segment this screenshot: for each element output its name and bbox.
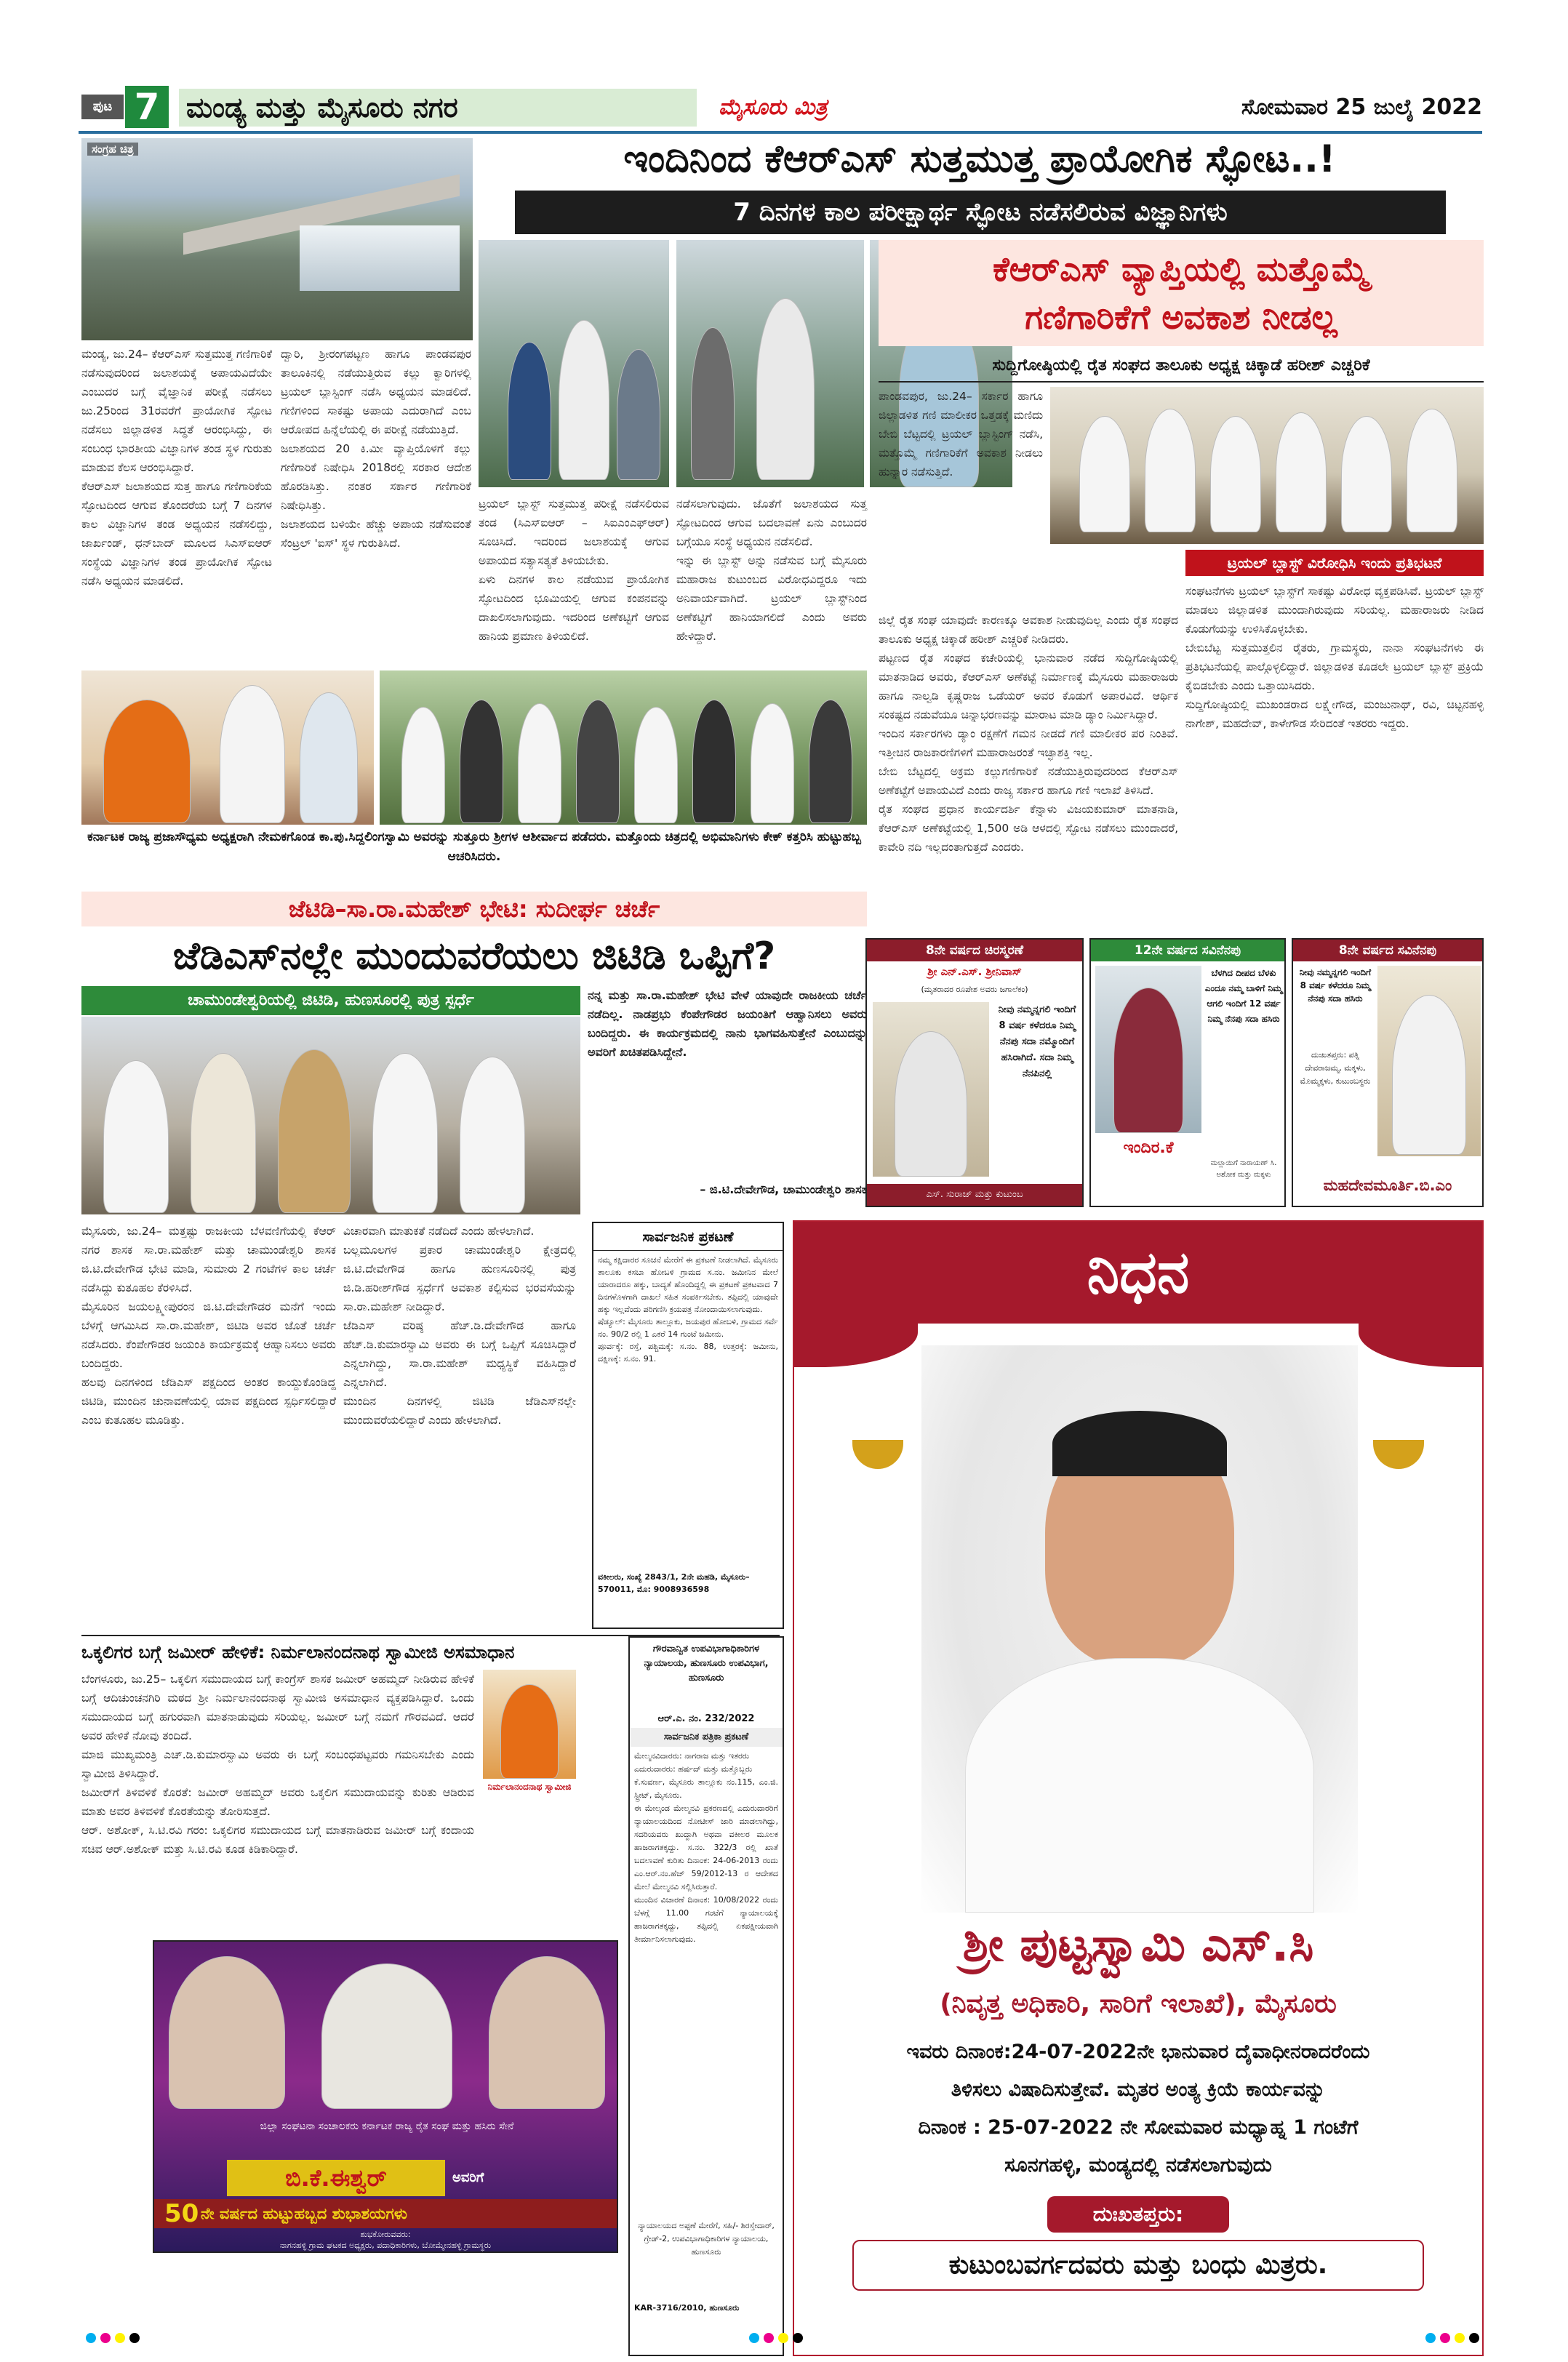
birthday-wish-box: [154, 2199, 617, 2228]
cake-cutting-photo: [380, 670, 867, 825]
protest-banner: ಟ್ರಯಲ್ ಬ್ಲಾಸ್ಟ್ ವಿರೋಧಿಸಿ ಇಂದು ಪ್ರತಿಭಟನೆ: [1185, 550, 1484, 576]
krs-subhead: 7 ದಿನಗಳ ಕಾಲ ಪರೀಕ್ಷಾರ್ಥ ಸ್ಫೋಟ ನಡೆಸಲಿರುವ ವಿಜ್ಞಾನಿಗಳು: [515, 191, 1446, 234]
birthday-from: ನಾಗನಹಳ್ಳಿ ಗ್ರಾಮ ಘಟಕದ ಅಧ್ಯಕ್ಷರು, ಪದಾಧಿಕಾರಿಗಳು, ಬೋಮ್ಮೇನಹಳ್ಳಿ ಗ್ರಾಮಸ್ಥರು: [279, 2241, 492, 2250]
swamiji-headline: ಒಕ್ಕಲಿಗರ ಬಗ್ಗೆ ಜಮೀರ್ ಹೇಳಿಕೆ: ನಿರ್ಮಲಾನಂದನಾಥ ಸ್ವಾಮೀಜಿ ಅಸಮಾಧಾನ: [81, 1635, 780, 1667]
memorial-2-name: ಇಂದಿರ.ಕೆ: [1123, 1139, 1174, 1157]
memorial-3-text: ನೀವು ನಮ್ಮನ್ನಗಲಿ ಇಂದಿಗೆ 8 ವರ್ಷ ಕಳೆದರೂ ನಿಮ್ಮ ನೆನಪು ಸದಾ ಹಸಿರು: [1299, 967, 1372, 1004]
birthday-org: ಜಿಲ್ಲಾ ಸಂಘಟನಾ ಸಂಚಾಲಕರು ಕರ್ನಾಟಕ ರಾಜ್ಯ ರೈತ ಸಂಘ ಮತ್ತು ಹಸಿರು ಸೇನೆ: [260, 2121, 514, 2132]
oil-lamp-right-icon: [1373, 1440, 1424, 1469]
notice-1-title: ಸಾರ್ವಜನಿಕ ಪ್ರಕಟಣೆ: [593, 1223, 783, 1251]
swamiji-body: ಬೆಂಗಳೂರು, ಜು.25– ಒಕ್ಕಲಿಗ ಸಮುದಾಯದ ಬಗ್ಗೆ ಕಾಂಗ್ರೆಸ್ ಶಾಸಕ ಜಮೀರ್ ಅಹಮ್ಮದ್ ನೀಡಿರುವ ಹೇಳಿಕೆ ಬಗ್ಗೆ ಆದಿಚುಂಚನಗಿರಿ ಮಠದ ಶ್ರೀ ನಿರ್ಮಲಾನಂದನಾಥ ಸ್ವಾಮೀಜಿ ಅಸಮಾಧಾನ ವ್ಯಕ್ತಪಡಿಸಿದ್ದಾರೆ. ಒಂದು ಸಮುದಾಯದ ಬಗ್ಗೆ ಹಗುರವಾಗಿ ಮಾತನಾಡುವುದು ಸರಿಯಲ್ಲ. ಜಮೀರ್ ಬಗ್ಗೆ ನಮಗೆ ಗೌರವವಿದೆ. ಆದರೆ ಅವರ ಹೇಳಿಕೆ ನೋವು ತಂದಿದೆ. ಮಾಜಿ ಮುಖ್ಯಮಂತ್ರಿ ಎಚ್.ಡಿ.ಕುಮಾರಸ್ವಾಮಿ ಅವರು ಈ ಬಗ್ಗೆ ಸಂಬಂಧಪಟ್ಟವರು ಗಮನಿಸಬೇಕು ಎಂದು ಸ್ವಾಮೀಜಿ ತಿಳಿಸಿದ್ದಾರೆ. ಜಮೀರ್‌ಗೆ ತಿಳಿವಳಿಕೆ ಕೊರತೆ: ಜಮೀರ್ ಅಹಮ್ಮದ್ ಅವರು ಒಕ್ಕಲಿಗ ಸಮುದಾಯವನ್ನು ಕುರಿತು ಆಡಿರುವ ಮಾತು ಅವರ ತಿಳಿವಳಿಕೆ ಕೊರತೆಯನ್ನು ತೋರಿಸುತ್ತದೆ. ಆರ್. ಅಶೋಕ್, ಸಿ.ಟಿ.ರವಿ ಗರಂ: ಒಕ್ಕಲಿಗರ ಸಮುದಾಯದ ಬಗ್ಗೆ ಮಾತನಾಡಿರುವ ಜಮೀರ್ ಬಗ್ಗೆ ಕಂದಾಯ ಸಚಿವ ಆರ್.ಅಶೋಕ್ ಮತ್ತು ಸಿ.ಟಿ.ರವಿ ಕೂಡ ಕಿಡಿಕಾರಿದ್ದಾರೆ.: [81, 1673, 474, 1856]
obituary-title: ನಿಧನ: [1087, 1238, 1190, 1306]
swamiji-photo: [483, 1670, 576, 1779]
obituary-line-4: ಸೂನಗಹಳ್ಳಿ, ಮಂಡ್ಯದಲ್ಲಿ ನಡೆಸಲಾಗುವುದು: [1004, 2154, 1272, 2177]
birthday-name: ಬಿ.ಕೆ.ಈಶ್ವರ್: [285, 2164, 387, 2192]
court-notice-case: ಆರ್.ಎ. ನಂ. 232/2022: [657, 1713, 755, 1724]
section-title: ಮಂಡ್ಯ ಮತ್ತು ಮೈಸೂರು ನಗರ: [179, 89, 697, 127]
swamiji-felicitation-photo: [81, 670, 374, 825]
court-notice-body: ಮೇಲ್ಮನವಿದಾರರು: ನಾಗರಾಜ ಮತ್ತು ಇತರರು ಎದುರುದಾರರು: ಹರ್ಷದ್ ಮತ್ತು ಮತ್ತೊಬ್ಬರು ಕೆ.ಸುವರ್ಣ, ಮೈಸೂರು ತಾಲ್ಲೂಕು ನಂ.115, ಎಂ.ಜಿ. ಸ್ಟ್ರೀಟ್, ಮೈಸೂರು. ಈ ಮೇಲ್ಕಂಡ ಮೇಲ್ಮನವಿ ಪ್ರಕರಣದಲ್ಲಿ ಎದುರುದಾರರಿಗೆ ನ್ಯಾಯಾಲಯದಿಂದ ನೋಟೀಸ್ ಜಾರಿ ಮಾಡಲಾಗಿದ್ದು, ಸದರಿಯವರು ಖುದ್ದಾಗಿ ಅಥವಾ ವಕೀಲರ ಮೂಲಕ ಹಾಜರಾಗತಕ್ಕದ್ದು. ಸ.ನಂ. 322/3 ರಲ್ಲಿ ಖಾತೆ ಬದಲಾವಣೆ ಕುರಿತು ದಿನಾಂಕ: 24-06-2013 ರಂದು ಎಂ.ಆರ್.ನಂ.ಹೆಚ್ 59/2012-13 ರ ಆದೇಶದ ಮೇಲೆ ಮೇಲ್ಮನವಿ ಸಲ್ಲಿಸಿರುತ್ತಾರೆ. ಮುಂದಿನ ವಿಚಾರಣೆ ದಿನಾಂಕ: 10/08/2022 ರಂದು ಬೆಳಗ್ಗೆ 11.00 ಗಂಟೆಗೆ ನ್ಯಾಯಾಲಯಕ್ಕೆ ಹಾಜರಾಗತಕ್ಕದ್ದು, ತಪ್ಪಿದಲ್ಲಿ ಏಕಪಕ್ಷೀಯವಾಗಿ ತೀರ್ಮಾನಿಸಲಾಗುವುದು.: [634, 1751, 778, 1944]
court-notice-ref: KAR-3716/2010, ಹುಣಸೂರು: [634, 2303, 740, 2313]
krs-headline: ಇಂದಿನಿಂದ ಕೆಆರ್‌ಎಸ್ ಸುತ್ತಮುತ್ತ ಪ್ರಾಯೋಗಿಕ ಸ್ಫೋಟ..!: [623, 137, 1336, 181]
obituary-line-3: ದಿನಾಂಕ : 25-07-2022 ನೇ ಸೋಮವಾರ ಮಧ್ಯಾಹ್ನ 1 ಗಂಟೆಗೆ: [918, 2116, 1359, 2139]
memorial-1-name: ಶ್ರೀ ಎನ್.ಎಸ್. ಶ್ರೀನಿವಾಸ್: [927, 965, 1022, 978]
memorial-3-header: 8ನೇ ವರ್ಷದ ಸವಿನೆನಪು: [1293, 940, 1482, 961]
oil-lamp-left-icon: [852, 1440, 903, 1469]
krs-col-4: ನಡೆಸಲಾಗುವುದು. ಜೊತೆಗೆ ಜಲಾಶಯದ ಸುತ್ತ ಸ್ಫೋಟದಿಂದ ಆಗುವ ಬದಲಾವಣೆ ಏನು ಎಂಬುದರ ಬಗ್ಗೆಯೂ ಸಂಸ್ಥೆ ಅಧ್ಯಯನ ನಡೆಸಲಿದೆ. ಇನ್ನು ಈ ಬ್ಲಾಸ್ಟ್ ಅನ್ನು ನಡೆಸುವ ಬಗ್ಗೆ ಮೈಸೂರು ಮಹಾರಾಜ ಕುಟುಂಬದ ವಿರೋಧವಿದ್ದರೂ ಇದು ಅನಿವಾರ್ಯವಾಗಿದೆ. ಟ್ರಯಲ್ ಬ್ಲಾಸ್ಟ್‌ನಿಂದ ಅಣೆಕಟ್ಟಿಗೆ ಹಾನಿಯಾಗಲಿದೆ ಎಂದು ಅವರು ಹೇಳಿದ್ದಾರೆ.: [676, 497, 867, 643]
obituary-ad: [793, 1220, 1484, 2356]
memorial-ad-2: [1089, 938, 1286, 1207]
photo-credit: ಸಂಗ್ರಹ ಚಿತ್ರ: [87, 143, 138, 156]
memorial-2-footer: ಮಲ್ಲಾಯಿಗೆ ನಾರಾಯಣ್ ಸಿ. ಅಶೋಕ ಮತ್ತು ಮಕ್ಕಳು: [1210, 1159, 1277, 1179]
registration-marks-left: [86, 2333, 144, 2345]
leader-photo-3: [489, 1956, 605, 2109]
memorial-ad-3: [1292, 938, 1484, 1207]
krs-col-3: ಟ್ರಯಲ್ ಬ್ಲಾಸ್ಟ್ ಸುತ್ತಮುತ್ತ ಪರೀಕ್ಷೆ ನಡೆಸಲಿರುವ ತಂಡ (ಸಿಎಸ್‌ಐಆರ್ – ಸಿಐಎಂಎಫ್‌ಆರ್) ಸೂಚಿಸಿದೆ. ಇದರಿಂದ ಜಲಾಶಯಕ್ಕೆ ಆಗುವ ಅಪಾಯದ ಸತ್ಯಾಸತ್ಯತೆ ತಿಳಿಯಬೇಕು. ಏಳು ದಿನಗಳ ಕಾಲ ನಡೆಯುವ ಪ್ರಾಯೋಗಿಕ ಸ್ಫೋಟದಿಂದ ಭೂಮಿಯಲ್ಲಿ ಆಗುವ ಕಂಪನವನ್ನು ದಾಖಲಿಸಲಾಗುವುದು. ಇದರಿಂದ ಅಣೆಕಟ್ಟಿಗೆ ಆಗುವ ಹಾನಿಯ ಪ್ರಮಾಣ ತಿಳಿಯಲಿದೆ.: [479, 497, 669, 643]
jds-kicker: ಜೆಟಿಡಿ–ಸಾ.ರಾ.ಮಹೇಶ್ ಭೇಟಿ: ಸುದೀರ್ಘ ಚರ್ಚೆ: [81, 892, 867, 926]
obituary-name: ಶ್ರೀ ಪುಟ್ಟಸ್ವಾಮಿ ಎಸ್.ಸಿ: [962, 1918, 1314, 1972]
birthday-wish-number: 50: [164, 2199, 199, 2228]
memorial-ad-1: [865, 938, 1084, 1207]
drape-right: [1359, 1324, 1482, 1367]
krs-col-1: ಮಂಡ್ಯ, ಜು.24– ಕೆಆರ್‌ಎಸ್ ಸುತ್ತಮುತ್ತ ಗಣಿಗಾರಿಕೆ ನಡೆಸುವುದರಿಂದ ಜಲಾಶಯಕ್ಕೆ ಅಪಾಯವಿದೆಯೇ ಎಂಬುದರ ಬಗ್ಗೆ ವೈಜ್ಞಾನಿಕ ಪರೀಕ್ಷೆ ನಡೆಸಲು ಜು.25ರಿಂದ 31ರವರೆಗೆ ಪ್ರಾಯೋಗಿಕ ಸ್ಫೋಟ ನಡೆಸಲು ಜಿಲ್ಲಾಡಳಿತ ಸಿದ್ಧತೆ ಆರಂಭಿಸಿದ್ದು, ಈ ಸಂಬಂಧ ಭಾರತೀಯ ವಿಜ್ಞಾನಿಗಳ ತಂಡ ಸ್ಥಳ ಗುರುತು ಮಾಡುವ ಕೆಲಸ ಆರಂಭಿಸಿದ್ದಾರೆ. ಕೆಆರ್‌ಎಸ್ ಜಲಾಶಯದ ಸುತ್ತ ಹಾಗೂ ಗಣಿಗಾರಿಕೆಯ ಸ್ಫೋಟದಿಂದ ಆಗುವ ತೊಂದರೆಯ ಬಗ್ಗೆ 7 ದಿನಗಳ ಕಾಲ ವಿಜ್ಞಾನಿಗಳ ತಂಡ ಅಧ್ಯಯನ ನಡೆಸಲಿದ್ದು, ಜಾರ್ಖಂಡ್, ಧನ್‌ಬಾದ್ ಮೂಲದ ಸಿಎಸ್‌ಐಆರ್ ಸಂಸ್ಥೆಯ ವಿಜ್ಞಾನಿಗಳ ತಂಡ ಪ್ರಾಯೋಗಿಕ ಸ್ಫೋಟ ನಡೆಸಿ ಅಧ್ಯಯನ ಮಾಡಲಿದೆ.: [81, 348, 272, 588]
mourners: ಕುಟುಂಬವರ್ಗದವರು ಮತ್ತು ಬಂಧು ಮಿತ್ರರು.: [852, 2240, 1424, 2291]
memorial-3-footer: ದುಃಖತಪ್ತರು: ಪತ್ನಿ ದೇವರಾಜಮ್ಮ, ಮಕ್ಕಳು, ಮೊಮ್ಮಕ್ಕಳು, ಕುಟುಂಬಸ್ಥರು: [1300, 1050, 1371, 1086]
obituary-designation: (ನಿವೃತ್ತ ಅಧಿಕಾರಿ, ಸಾರಿಗೆ ಇಲಾಖೆ), ಮೈಸೂರು: [940, 1989, 1337, 2019]
public-notice-1: [592, 1222, 784, 1629]
birthday-ad: [153, 1940, 618, 2253]
memorial-1-footer: ಎಸ್. ಸುರಾಜ್ ಮತ್ತು ಕುಟುಂಬ: [867, 1184, 1082, 1206]
obituary-portrait: [921, 1345, 1358, 1913]
page-header: [79, 84, 1482, 129]
jds-col-1: ಮೈಸೂರು, ಜು.24– ಮತ್ತಷ್ಟು ರಾಜಕೀಯ ಬೆಳವಣಿಗೆಯಲ್ಲಿ ಕೆಆರ್ ನಗರ ಶಾಸಕ ಸಾ.ರಾ.ಮಹೇಶ್ ಮತ್ತು ಚಾಮುಂಡೇಶ್ವರಿ ಶಾಸಕ ಜಿ.ಟಿ.ದೇವೇಗೌಡ ಭೇಟಿ ಮಾಡಿ, ಸುಮಾರು 2 ಗಂಟೆಗಳ ಕಾಲ ಚರ್ಚೆ ನಡೆಸಿದ್ದು ಕುತೂಹಲ ಕೆರಳಿಸಿದೆ. ಮೈಸೂರಿನ ಜಯಲಕ್ಷ್ಮೀಪುರಂನ ಜಿ.ಟಿ.ದೇವೇಗೌಡರ ಮನೆಗೆ ಇಂದು ಬೆಳಗ್ಗೆ ಆಗಮಿಸಿದ ಸಾ.ರಾ.ಮಹೇಶ್, ಜಿಟಿಡಿ ಅವರ ಜೊತೆ ಚರ್ಚೆ ನಡೆಸಿದರು. ಕೆಂಪೇಗೌಡರ ಜಯಂತಿ ಕಾರ್ಯಕ್ರಮಕ್ಕೆ ಆಹ್ವಾನಿಸಲು ಅವರು ಬಂದಿದ್ದರು. ಹಲವು ದಿನಗಳಿಂದ ಜೆಡಿಎಸ್ ಪಕ್ಷದಿಂದ ಅಂತರ ಕಾಯ್ದುಕೊಂಡಿದ್ದ ಜಿಟಿಡಿ, ಮುಂದಿನ ಚುನಾವಣೆಯಲ್ಲಿ ಯಾವ ಪಕ್ಷದಿಂದ ಸ್ಪರ್ಧಿಸಲಿದ್ದಾರೆ ಎಂಬ ಕುತೂಹಲ ಮೂಡಿತ್ತು.: [81, 1225, 336, 1427]
mining-headline-2: ಗಣಿಗಾರಿಕೆಗೆ ಅವಕಾಶ ನೀಡಲ್ಲ: [1025, 297, 1337, 337]
jds-photo-banner: ಚಾಮುಂಡೇಶ್ವರಿಯಲ್ಲಿ ಜಿಟಿಡಿ, ಹುಣಸೂರಲ್ಲಿ ಪುತ್ರ ಸ್ಪರ್ಧೆ: [81, 986, 580, 1015]
mourners-label-box: [1047, 2196, 1229, 2233]
felicitation-caption: ಕರ್ನಾಟಕ ರಾಜ್ಯ ಪ್ರಜಾಸೌಧ್ಯಮ ಅಧ್ಯಕ್ಷರಾಗಿ ನೇಮಕಗೊಂಡ ಕಾ.ಪು.ಸಿದ್ದಲಿಂಗಸ್ವಾಮಿ ಅವರನ್ನು ಸುತ್ತೂರು ಶ್ರೀಗಳ ಆಶೀರ್ವಾದ ಪಡೆದರು. ಮತ್ತೊಂದು ಚಿತ್ರದಲ್ಲಿ ಅಭಿಮಾನಿಗಳು ಕೇಕ್ ಕತ್ತರಿಸಿ ಹುಟ್ಟುಹಬ್ಬ ಆಚರಿಸಿದರು.: [87, 830, 861, 864]
leader-photo-2: [321, 1963, 452, 2109]
jds-quote-by: – ಜಿ.ಟಿ.ದೇವೇಗೌಡ, ಚಾಮುಂಡೇಶ್ವರಿ ಶಾಸಕ: [700, 1182, 867, 1196]
mining-lead: ಪಾಂಡವಪುರ, ಜು.24– ಸರ್ಕಾರ ಹಾಗೂ ಜಿಲ್ಲಾಡಳಿತ ಗಣಿ ಮಾಲೀಕರ ಒತ್ತಡಕ್ಕೆ ಮಣಿದು ಬೇಬಿ ಬೆಟ್ಟದಲ್ಲಿ ಟ್ರಯಲ್ ಬ್ಲಾಸ್ಟಿಂಗ್ ನಡೆಸಿ, ಮತ್ತೊಮ್ಮೆ ಗಣಿಗಾರಿಕೆಗೆ ಅವಕಾಶ ನೀಡಲು ಹುನ್ನಾರ ನಡೆಸುತ್ತಿದೆ.: [879, 390, 1047, 479]
memorial-1-role: (ಮೃತರಾದರ ರೂಪೇಶ ಅವರು ಜಗಾಲೆಕಂ): [921, 985, 1028, 994]
memorial-2-text: ಬೆಳಗಿದ ದೀಪದ ಬೆಳಕು ಎಂದೂ ನಮ್ಮ ಬಾಳಿಗೆ ನಿಮ್ಮ ಆಗಲಿ ಇಂದಿಗೆ 12 ವರ್ಷ ನಿಮ್ಮ ನೆನಪು ಸದಾ ಹಸಿರು: [1204, 968, 1283, 1024]
memorial-1-header: 8ನೇ ವರ್ಷದ ಚಿರಸ್ಮರಣೆ: [867, 940, 1082, 961]
registration-marks-center: [749, 2333, 807, 2345]
protest-body: ಸಂಘಟನೆಗಳು ಟ್ರಯಲ್ ಬ್ಲಾಸ್ಟ್‌ಗೆ ಸಾಕಷ್ಟು ವಿರೋಧ ವ್ಯಕ್ತಪಡಿಸಿವೆ. ಟ್ರಯಲ್ ಬ್ಲಾಸ್ಟ್ ಮಾಡಲು ಜಿಲ್ಲಾಡಳಿತ ಮುಂದಾಗಿರುವುದು ಸರಿಯಲ್ಲ. ಮಹಾರಾಜರು ನೀಡಿದ ಕೊಡುಗೆಯನ್ನು ಉಳಿಸಿಕೊಳ್ಳಬೇಕು. ಬೇಬಿಬೆಟ್ಟ ಸುತ್ತಮುತ್ತಲಿನ ರೈತರು, ಗ್ರಾಮಸ್ಥರು, ನಾನಾ ಸಂಘಟನೆಗಳು ಈ ಪ್ರತಿಭಟನೆಯಲ್ಲಿ ಪಾಲ್ಗೊಳ್ಳಲಿದ್ದಾರೆ. ಜಿಲ್ಲಾಡಳಿತ ಕೂಡಲೇ ಟ್ರಯಲ್ ಬ್ಲಾಸ್ಟ್ ಪ್ರಕ್ರಿಯೆ ಕೈಬಿಡಬೇಕು ಎಂದು ಒತ್ತಾಯಿಸಿದರು. ಸುದ್ದಿಗೋಷ್ಠಿಯಲ್ಲಿ ಮುಖಂಡರಾದ ಲಕ್ಷ್ಮೇಗೌಡ, ಮಂಜುನಾಥ್, ರವಿ, ಚಿಟ್ಟನಹಳ್ಳಿ ನಾಗೇಶ್, ಮಹದೇವ್, ಕಾಳೇಗೌಡ ಸೇರಿದಂತೆ ಇತರರು ಇದ್ದರು.: [1185, 585, 1484, 730]
jds-headline: ಜೆಡಿಎಸ್‌ನಲ್ಲೇ ಮುಂದುವರೆಯಲು ಜಿಟಿಡಿ ಒಪ್ಪಿಗೆ?: [172, 934, 776, 978]
press-meet-photo: [1050, 387, 1484, 544]
memorial-2-portrait: [1095, 966, 1201, 1133]
registration-marks-right: [1425, 2333, 1484, 2345]
obituary-line-2: ತಿಳಿಸಲು ವಿಷಾದಿಸುತ್ತೇವೆ. ಮೃತರ ಅಂತ್ಯ ಕ್ರಿಯೆ ಕಾರ್ಯವನ್ನು: [951, 2078, 1326, 2101]
leader-photo-1: [169, 1956, 285, 2109]
page-number: 7: [125, 86, 169, 128]
drape-left: [794, 1324, 918, 1367]
mining-headline-1: ಕೆಆರ್‌ಎಸ್ ವ್ಯಾಪ್ತಿಯಲ್ಲಿ ಮತ್ತೊಮ್ಮೆ: [993, 249, 1369, 289]
birthday-suffix: ಅವರಿಗೆ: [452, 2170, 484, 2185]
dam-photo: [81, 138, 473, 340]
mining-subhead: ಸುದ್ದಿಗೋಷ್ಠಿಯಲ್ಲಿ ರೈತ ಸಂಘದ ತಾಲೂಕು ಅಧ್ಯಕ್ಷ ಚಿಕ್ಕಾಡೆ ಹರೀಶ್ ಎಚ್ಚರಿಕೆ: [879, 349, 1484, 383]
scientists-photo-2: [676, 240, 864, 487]
birthday-from-label: ಶುಭಕೋರುವವರು:: [360, 2230, 411, 2239]
notice-1-sign: ವಕೀಲರು, ಸಂಖ್ಯೆ 2843/1, 2ನೇ ಮಹಡಿ, ಮೈಸೂರು–570011, ಮೊ: 9008936598: [598, 1572, 750, 1594]
page-label: ಪುಟ: [81, 95, 124, 119]
jds-quote-box: [588, 986, 871, 1214]
court-notice: [628, 1636, 784, 2356]
memorial-1-portrait: [873, 1002, 989, 1177]
jds-quote: ನನ್ನ ಮತ್ತು ಸಾ.ರಾ.ಮಹೇಶ್ ಭೇಟಿ ವೇಳೆ ಯಾವುದೇ ರಾಜಕೀಯ ಚರ್ಚೆ ನಡೆದಿಲ್ಲ. ನಾಡಪ್ರಭು ಕೆಂಪೇಗೌಡರ ಜಯಂತಿಗೆ ಆಹ್ವಾನಿಸಲು ಅವರು ಬಂದಿದ್ದರು. ಈ ಕಾರ್ಯಕ್ರಮದಲ್ಲಿ ನಾನು ಭಾಗವಹಿಸುತ್ತೇನೆ ಎಂಬುದನ್ನು ಅವರಿಗೆ ಖಚಿತಪಡಿಸಿದ್ದೇನೆ.: [588, 988, 871, 1059]
court-notice-title: ಗೌರವಾನ್ವಿತ ಉಪವಿಭಾಗಾಧಿಕಾರಿಗಳ ನ್ಯಾಯಾಲಯ, ಹುಣಸೂರು ಉಪವಿಭಾಗ, ಹುಣಸೂರು: [644, 1644, 769, 1684]
scientists-photo-1: [479, 240, 669, 487]
jds-col-2: ವಿಚಾರವಾಗಿ ಮಾತುಕತೆ ನಡೆದಿದೆ ಎಂದು ಹೇಳಲಾಗಿದೆ. ಬಲ್ಲಮೂಲಗಳ ಪ್ರಕಾರ ಚಾಮುಂಡೇಶ್ವರಿ ಕ್ಷೇತ್ರದಲ್ಲಿ ಜಿ.ಟಿ.ದೇವೇಗೌಡ ಹಾಗೂ ಹುಣಸೂರಿನಲ್ಲಿ ಪುತ್ರ ಜಿ.ಡಿ.ಹರೀಶ್‌ಗೌಡ ಸ್ಪರ್ಧೆಗೆ ಅವಕಾಶ ಕಲ್ಪಿಸುವ ಭರವಸೆಯನ್ನು ಸಾ.ರಾ.ಮಹೇಶ್ ನೀಡಿದ್ದಾರೆ. ಜೆಡಿಎಸ್ ವರಿಷ್ಠ ಹೆಚ್.ಡಿ.ದೇವೇಗೌಡ ಹಾಗೂ ಹೆಚ್.ಡಿ.ಕುಮಾರಸ್ವಾಮಿ ಅವರು ಈ ಬಗ್ಗೆ ಒಪ್ಪಿಗೆ ಸೂಚಿಸಿದ್ದಾರೆ ಎನ್ನಲಾಗಿದ್ದು, ಸಾ.ರಾ.ಮಹೇಶ್ ಮಧ್ಯಸ್ಥಿಕೆ ವಹಿಸಿದ್ದಾರೆ ಎನ್ನಲಾಗಿದೆ. ಮುಂದಿನ ದಿನಗಳಲ್ಲಿ ಜಿಟಿಡಿ ಜೆಡಿಎಸ್‌ನಲ್ಲೇ ಮುಂದುವರೆಯಲಿದ್ದಾರೆ ಎಂದು ಹೇಳಲಾಗಿದೆ.: [343, 1225, 576, 1427]
memorial-3-name: ಮಹದೇವಮೂರ್ತಿ.ಬಿ.ಎಂ: [1323, 1177, 1452, 1194]
court-notice-sign: ನ್ಯಾಯಾಲಯದ ಅಪ್ಪಣೆ ಮೇರೆಗೆ, ಸಹಿ/- ಶಿರಸ್ತೇದಾರ್, ಗ್ರೇಡ್-2, ಉಪವಿಭಾಗಾಧಿಕಾರಿಗಳ ನ್ಯಾಯಾಲಯ, ಹುಣಸೂರು: [638, 2221, 775, 2257]
notice-1-body: ನಮ್ಮ ಕಕ್ಷಿದಾರರ ಸೂಚನೆ ಮೇರೆಗೆ ಈ ಪ್ರಕಟಣೆ ನೀಡಲಾಗಿದೆ. ಮೈಸೂರು ತಾಲೂಕು ಕಸಬಾ ಹೋಬಳಿ ಗ್ರಾಮದ ಸ.ನಂ. ಜಮೀನಿನ ಮೇಲೆ ಯಾರಾದರೂ ಹಕ್ಕು, ಬಾದ್ಯತೆ ಹೊಂದಿದ್ದಲ್ಲಿ ಈ ಪ್ರಕಟಣೆ ಪ್ರಕಟವಾದ 7 ದಿನಗಳೊಳಗಾಗಿ ದಾಖಲೆ ಸಹಿತ ಸಂಪರ್ಕಿಸಬೇಕು. ತಪ್ಪಿದಲ್ಲಿ ಯಾವುದೇ ಹಕ್ಕು ಇಲ್ಲವೆಂದು ಪರಿಗಣಿಸಿ ಕ್ರಯಪತ್ರ ನೋಂದಾಯಿಸಲಾಗುವುದು. ಷೆಡ್ಯೂಲ್: ಮೈಸೂರು ತಾಲ್ಲೂಕು, ಜಯಪುರ ಹೋಬಳಿ, ಗ್ರಾಮದ ಸರ್ವೆ ನಂ. 90/2 ರಲ್ಲಿ 1 ಎಕರೆ 14 ಗುಂಟೆ ಜಮೀನು. ಪೂರ್ವಕ್ಕೆ: ರಸ್ತೆ, ಪಶ್ಚಿಮಕ್ಕೆ: ಸ.ನಂ. 88, ಉತ್ತರಕ್ಕೆ: ಜಮೀನು, ದಕ್ಷಿಣಕ್ಕೆ: ಸ.ನಂ. 91.: [598, 1255, 778, 1364]
mourners-label: ದುಃಖತಪ್ತರು:: [1092, 2202, 1184, 2226]
obituary-top-band: [794, 1222, 1482, 1324]
court-notice-subtitle: ಸಾರ್ವಜನಿಕ ಪತ್ರಿಕಾ ಪ್ರಕಟಣೆ: [630, 1728, 783, 1747]
swamiji-photo-caption: ನಿರ್ಮಲಾನಂದನಾಥ ಸ್ವಾಮೀಜಿ: [487, 1782, 572, 1792]
jds-meeting-photo: [81, 1017, 580, 1214]
memorial-3-portrait: [1377, 966, 1481, 1156]
krs-col-2: ದ್ವಾರಿ, ಶ್ರೀರಂಗಪಟ್ಟಣ ಹಾಗೂ ಪಾಂಡವಪುರ ತಾಲೂಕಿನಲ್ಲಿ ನಡೆಯುತ್ತಿರುವ ಕಲ್ಲು ಕ್ವಾರಿಗಳಲ್ಲಿ ಟ್ರಯಲ್ ಬ್ಲಾಸ್ಟಿಂಗ್ ನಡೆಸಿ ಅಧ್ಯಯನ ಮಾಡಲಿದೆ. ಗಣಿಗಳಿಂದ ಸಾಕಷ್ಟು ಅಪಾಯ ಎದುರಾಗಿದೆ ಎಂಬ ಆರೋಪದ ಹಿನ್ನೆಲೆಯಲ್ಲಿ ಈ ಪರೀಕ್ಷೆ ನಡೆಯುತ್ತಿದೆ. ಜಲಾಶಯದ 20 ಕಿ.ಮೀ ವ್ಯಾಪ್ತಿಯೊಳಗೆ ಕಲ್ಲು ಗಣಿಗಾರಿಕೆ ನಿಷೇಧಿಸಿ 2018ರಲ್ಲಿ ಸರಕಾರ ಆದೇಶ ಹೊರಡಿಸಿತ್ತು. ನಂತರ ಸರ್ಕಾರ ಗಣಿಗಾರಿಕೆ ನಿಷೇಧಿಸಿತ್ತು. ಜಲಾಶಯದ ಬಳಿಯೇ ಹೆಚ್ಚು ಅಪಾಯ ನಡೆಸುವಂತೆ ಸೆಂಟ್ರಲ್ 'ಐಸ್' ಸ್ಥಳ ಗುರುತಿಸಿದೆ.: [281, 348, 471, 550]
obituary-line-1: ಇವರು ದಿನಾಂಕ:24-07-2022ನೇ ಭಾನುವಾರ ದೈವಾಧೀನರಾದರೆಂದು: [906, 2041, 1370, 2063]
birthday-wish: ನೇ ವರ್ಷದ ಹುಟ್ಟುಹಬ್ಬದ ಶುಭಾಶಯಗಳು: [201, 2205, 407, 2222]
masthead-logo: ಮೈಸೂರು ಮಿತ್ರ: [719, 95, 828, 120]
mining-headline-box: [879, 240, 1484, 346]
edition-date: ಸೋಮವಾರ 25 ಜುಲೈ 2022: [1241, 95, 1482, 120]
birthday-name-box: [227, 2160, 445, 2196]
memorial-2-header: 12ನೇ ವರ್ಷದ ಸವಿನೆನಪು: [1091, 940, 1284, 961]
memorial-1-text: ನೀವು ನಮ್ಮನ್ನಗಲಿ ಇಂದಿಗೆ 8 ವರ್ಷ ಕಳೆದರೂ ನಿಮ್ಮ ನೆನಪು ಸದಾ ನಮ್ಮೊಂದಿಗೆ ಹಸಿರಾಗಿದೆ. ಸದಾ ನಿಮ್ಮ ನೆನಪಿನಲ್ಲಿ: [998, 1004, 1076, 1079]
mining-body: ಜಿಲ್ಲೆ ರೈತ ಸಂಘ ಯಾವುದೇ ಕಾರಣಕ್ಕೂ ಅವಕಾಶ ನೀಡುವುದಿಲ್ಲ ಎಂದು ರೈತ ಸಂಘದ ತಾಲೂಕು ಅಧ್ಯಕ್ಷ ಚಿಕ್ಕಾಡೆ ಹರೀಶ್ ಎಚ್ಚರಿಕೆ ನೀಡಿದರು. ಪಟ್ಟಣದ ರೈತ ಸಂಘದ ಕಚೇರಿಯಲ್ಲಿ ಭಾನುವಾರ ನಡೆದ ಸುದ್ದಿಗೋಷ್ಠಿಯಲ್ಲಿ ಮಾತನಾಡಿದ ಅವರು, ಕೆಆರ್‌ಎಸ್ ಅಣೆಕಟ್ಟೆ ನಿರ್ಮಾಣಕ್ಕೆ ಮೈಸೂರು ಮಹಾರಾಜರು ಹಾಗೂ ನಾಲ್ವಡಿ ಕೃಷ್ಣರಾಜ ಒಡೆಯರ್ ಅವರ ಕೊಡುಗೆ ಅಪಾರವಿದೆ. ಆರ್ಥಿಕ ಸಂಕಷ್ಟದ ನಡುವೆಯೂ ಚಿನ್ನಾಭರಣವನ್ನು ಮಾರಾಟ ಮಾಡಿ ಡ್ಯಾಂ ನಿರ್ಮಿಸಿದ್ದಾರೆ. ಇಂದಿನ ಸರ್ಕಾರಗಳು ಡ್ಯಾಂ ರಕ್ಷಣೆಗೆ ಗಮನ ನೀಡದೆ ಗಣಿ ಮಾಲೀಕರ ಪರ ನಿಂತಿವೆ. ಇತ್ತೀಚಿನ ರಾಜಕಾರಣಿಗಳಿಗೆ ಮಹಾರಾಜರಂತೆ ಇಚ್ಛಾಶಕ್ತಿ ಇಲ್ಲ. ಬೇಬಿ ಬೆಟ್ಟದಲ್ಲಿ ಅಕ್ರಮ ಕಲ್ಲುಗಣಿಗಾರಿಕೆ ನಡೆಯುತ್ತಿರುವುದರಿಂದ ಕೆಆರ್‌ಎಸ್ ಅಣೆಕಟ್ಟೆಗೆ ಅಪಾಯವಿದೆ ಎಂದು ರಾಜ್ಯ ಸರ್ಕಾರ ಹಾಗೂ ಗಣಿ ಇಲಾಖೆ ತಿಳಿಸಿದೆ. ರೈತ ಸಂಘದ ಪ್ರಧಾನ ಕಾರ್ಯದರ್ಶಿ ಕೆನ್ನಾಳು ವಿಜಯಕುಮಾರ್ ಮಾತನಾಡಿ, ಕೆಆರ್‌ಎಸ್ ಅಣೆಕಟ್ಟೆಯಲ್ಲಿ 1,500 ಅಡಿ ಆಳದಲ್ಲಿ ಸ್ಫೋಟ ನಡೆಸಲು ಮುಂದಾದರೆ, ಕಾವೇರಿ ನದಿ ಇಲ್ಲದಂತಾಗುತ್ತದೆ ಎಂದರು.: [879, 614, 1178, 854]
